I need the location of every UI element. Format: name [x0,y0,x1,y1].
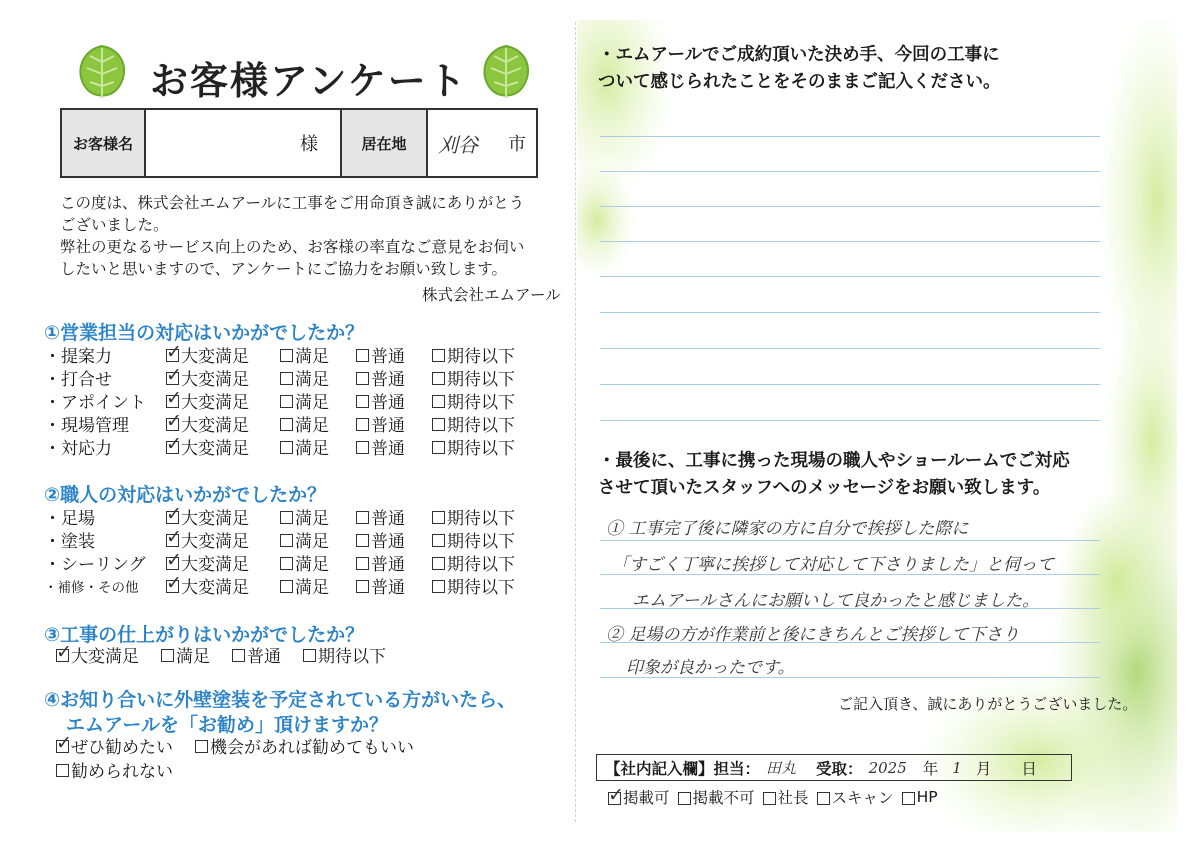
rating-row [44,528,515,551]
month-label: 月 [975,759,992,778]
option-label: 普通 [371,347,405,367]
rating-option[interactable] [166,411,280,436]
checkbox[interactable] [280,511,293,524]
rating-option[interactable] [280,573,356,598]
check-mark-icon: ✓ [608,783,624,806]
option-label: 満足 [176,647,210,667]
rating-row [44,435,515,458]
rating-row-label: ・補修・その他 [44,579,139,596]
option-label: 掲載不可 [692,789,755,807]
checkbox[interactable] [902,792,915,805]
checkbox[interactable] [280,395,293,408]
option-label: 普通 [371,532,405,552]
rating-option[interactable] [280,365,356,390]
day-label: 日 [1021,759,1037,778]
option-label: 掲載可 [623,789,670,807]
office-use-box [596,754,1072,781]
rating-option[interactable] [356,550,432,575]
rating-option[interactable] [432,388,515,413]
column-divider [575,22,576,822]
option-label: 大変満足 [181,532,249,552]
question-2-title: ②職人の対応はいかがでしたか？ [44,484,327,506]
option-label: 大変満足 [71,647,139,667]
writing-line [600,171,1100,172]
writing-line [600,348,1100,349]
address-field[interactable] [428,110,536,176]
checkbox[interactable] [166,410,182,432]
rating-row-label: ・打合せ [44,370,112,390]
rating-option[interactable] [166,573,280,598]
finish-rating-option[interactable] [232,642,281,667]
customer-info-table [60,108,538,178]
option-label: 普通 [371,578,405,598]
intro-line: したいと思いますので、アンケートにご協力をお願い致します。 [60,260,508,278]
checkbox[interactable] [195,740,208,753]
question-4-title: ④お知り合いに外壁塗装を予定されている方がいたら、 [44,689,517,711]
customer-name-field[interactable] [146,110,342,176]
checkbox[interactable] [232,649,245,662]
option-label: 普通 [247,647,281,667]
check-mark-icon: ✓ [166,549,182,571]
option-label: 期待以下 [447,370,515,390]
rating-option[interactable] [356,342,432,367]
option-label: 普通 [371,416,405,436]
writing-line [600,384,1100,385]
option-label: 満足 [295,439,329,459]
rating-row-label: ・対応力 [44,439,112,459]
option-label: 普通 [371,370,405,390]
rating-option[interactable] [356,527,432,552]
checkbox[interactable] [166,341,182,363]
checkbox[interactable] [56,764,69,777]
company-name: 株式会社エムアール [422,286,561,304]
address-label: 居在地 [342,110,428,176]
rating-option[interactable] [356,411,432,436]
recommend-option[interactable] [195,733,414,758]
checkbox[interactable] [432,580,445,593]
question-3-options [56,643,408,666]
checkbox[interactable] [817,792,830,805]
check-mark-icon: ✓ [166,387,182,409]
rating-row [44,574,515,597]
received-year[interactable]: 2025 [868,758,907,777]
rating-option[interactable] [356,434,432,459]
checkbox[interactable] [303,649,316,662]
checkbox[interactable] [280,372,293,385]
rating-row-label: ・現場管理 [44,416,129,436]
writing-line [600,241,1100,242]
finish-rating-option[interactable] [303,642,386,667]
rating-option[interactable] [432,527,515,552]
check-mark-icon: ✓ [166,526,182,548]
checkbox[interactable] [356,372,369,385]
checkbox[interactable] [432,511,445,524]
rating-option[interactable] [166,388,280,413]
checkbox[interactable] [356,557,369,570]
question-6-line: させて頂いたスタッフへのメッセージをお願い致します。 [598,478,1051,498]
rating-row-label: ・足場 [44,509,95,529]
question-5-title [598,42,1118,96]
finish-rating-option[interactable] [161,642,210,667]
option-label: 満足 [295,416,329,436]
page-title: お客様アンケート [150,59,468,103]
option-label: 普通 [371,555,405,575]
leaf-icon [72,42,132,100]
option-label: 大変満足 [181,509,249,529]
checkbox[interactable] [56,641,72,663]
check-mark-icon: ✓ [166,364,182,386]
writing-line [600,206,1100,207]
option-label: 大変満足 [181,393,249,413]
option-label: 満足 [295,393,329,413]
address-handwritten: 刈谷 [438,132,478,157]
rating-option[interactable] [280,434,356,459]
option-label: 普通 [371,509,405,529]
option-label: 機会があれば勧めてもいい [210,738,414,758]
staff-label: 担当： [713,759,761,778]
checkbox[interactable] [432,395,445,408]
rating-option[interactable] [356,388,432,413]
option-label: ぜひ勧めたい [71,738,173,758]
check-mark-icon: ✓ [166,341,182,363]
checkbox[interactable] [356,349,369,362]
option-label: 期待以下 [447,532,515,552]
option-label: 満足 [295,532,329,552]
rating-option[interactable] [432,365,515,390]
intro-line: 弊社の更なるサービス向上のため、お客様の率直なご意見をお伺い [60,238,525,256]
question-6-title [598,448,1118,502]
intro-line: この度は、株式会社エムアールに工事をご用命頂き誠にありがとう [60,194,525,212]
thanks-text: ご記入頂き、誠にありがとうございました。 [838,695,1138,713]
check-mark-icon: ✓ [166,503,182,525]
address-suffix: 市 [508,134,526,155]
rating-option[interactable] [166,550,280,575]
rating-option[interactable] [432,342,515,367]
writing-line [600,136,1100,137]
writing-line [600,420,1100,421]
rating-row [44,505,515,528]
year-label: 年 [922,759,939,778]
checkbox[interactable] [280,418,293,431]
option-label: 勧められない [71,762,173,782]
office-option[interactable] [763,786,809,808]
checkbox[interactable] [678,792,691,805]
option-label: 期待以下 [447,509,515,529]
staff-handwritten[interactable]: 田丸 [766,759,797,777]
rating-option[interactable] [432,550,515,575]
finish-rating-option[interactable] [56,642,139,667]
question-5-line: ついて感じられたことをそのままご記入ください。 [598,72,1001,92]
rating-option[interactable] [166,527,280,552]
intro-text [60,192,560,280]
checkbox[interactable] [166,364,182,386]
rating-row-label: ・提案力 [44,347,112,367]
checkbox[interactable] [432,418,445,431]
question-4-subtitle: エムアールを「お勧め」頂けますか？ [66,714,389,736]
received-label: 受取： [816,759,863,778]
writing-line [600,276,1100,277]
intro-line: ございました。 [60,216,169,234]
checkbox[interactable] [356,580,369,593]
rating-row-label: ・シーリング [44,555,146,575]
checkbox[interactable] [161,649,174,662]
option-label: 満足 [295,555,329,575]
rating-option[interactable] [432,411,515,436]
checkbox[interactable] [280,349,293,362]
option-label: 期待以下 [447,578,515,598]
rating-option[interactable] [432,434,515,459]
rating-option[interactable] [356,573,432,598]
rating-option[interactable] [280,504,356,529]
rating-option[interactable] [432,573,515,598]
checkbox[interactable] [280,441,293,454]
office-option[interactable] [678,786,755,808]
office-options [608,783,946,808]
checkbox[interactable] [166,433,182,455]
check-mark-icon: ✓ [166,410,182,432]
option-label: スキャン [831,789,894,807]
rating-option[interactable] [166,434,280,459]
option-label: 大変満足 [181,439,249,459]
option-label: 期待以下 [447,439,515,459]
checkbox[interactable] [356,441,369,454]
checkbox[interactable] [432,557,445,570]
checkbox[interactable] [356,418,369,431]
customer-name-label: お客様名 [62,110,146,176]
handwritten-message: 印象が良かったです。 [626,658,795,678]
option-label: 大変満足 [181,416,249,436]
recommend-option[interactable] [56,757,173,782]
rating-row [44,551,515,574]
option-label: 満足 [295,370,329,390]
option-label: 満足 [295,347,329,367]
rating-option[interactable] [432,504,515,529]
rating-option[interactable] [166,342,280,367]
writing-line [600,540,1100,541]
check-mark-icon: ✓ [56,732,72,754]
check-mark-icon: ✓ [56,641,72,663]
checkbox[interactable] [432,349,445,362]
rating-option[interactable] [356,365,432,390]
rating-row [44,412,515,435]
option-label: 大変満足 [181,347,249,367]
rating-row-label: ・塗装 [44,532,95,552]
checkbox[interactable] [432,534,445,547]
question-4-options [56,758,173,781]
checkbox[interactable] [280,534,293,547]
rating-row [44,343,515,366]
rating-row [44,389,515,412]
checkbox[interactable] [280,557,293,570]
checkbox[interactable] [432,372,445,385]
writing-line [600,312,1100,313]
question-4-options [56,734,414,757]
option-label: 普通 [371,439,405,459]
office-option[interactable] [608,783,670,808]
option-label: 満足 [295,509,329,529]
checkbox[interactable] [166,387,182,409]
checkbox[interactable] [356,395,369,408]
checkbox[interactable] [280,580,293,593]
question-1-title: ①営業担当の対応はいかがでしたか？ [44,322,365,344]
option-label: HP [916,788,938,806]
question-6-line: ・最後に、工事に携った現場の職人やショールームでご対応 [598,451,1070,471]
checkbox[interactable] [356,511,369,524]
handwritten-message: エムアールさんにお願いして良かったと感じました。 [632,591,1040,611]
office-use-label: 【社内記入欄】 [605,759,714,778]
question-5-line: ・エムアールでご成約頂いた決め手、今回の工事に [598,45,1000,65]
leaf-icon [476,42,536,100]
option-label: 期待以下 [318,647,386,667]
checkbox[interactable] [56,732,72,754]
rating-option[interactable] [166,504,280,529]
handwritten-message: ① 工事完了後に隣家の方に自分で挨拶した際に [606,519,969,539]
received-month[interactable]: 1 [952,758,962,777]
rating-option[interactable] [356,504,432,529]
check-mark-icon: ✓ [166,433,182,455]
checkbox[interactable] [763,792,776,805]
checkbox[interactable] [166,549,182,571]
recommend-option[interactable] [56,733,173,758]
question-3-title: ③工事の仕上がりはいかがでしたか？ [44,624,365,646]
rating-row [44,366,515,389]
checkbox[interactable] [166,526,182,548]
option-label: 満足 [295,578,329,598]
option-label: 期待以下 [447,416,515,436]
customer-name-suffix: 様 [300,134,318,155]
checkbox[interactable] [608,783,624,806]
checkbox[interactable] [356,534,369,547]
rating-row-label: ・アポイント [44,393,146,413]
office-option[interactable] [902,788,938,806]
option-label: 社長 [777,789,809,807]
handwritten-message: 「すごく丁寧に挨拶して対応して下さりました」と伺って [612,555,1054,575]
check-mark-icon: ✓ [166,572,182,594]
rating-option[interactable] [280,527,356,552]
rating-option[interactable] [280,550,356,575]
rating-option[interactable] [280,411,356,436]
option-label: 期待以下 [447,555,515,575]
option-label: 期待以下 [447,393,515,413]
checkbox[interactable] [166,572,182,594]
rating-option[interactable] [166,365,280,390]
rating-option[interactable] [280,342,356,367]
option-label: 大変満足 [181,555,249,575]
option-label: 大変満足 [181,370,249,390]
checkbox[interactable] [166,503,182,525]
option-label: 普通 [371,393,405,413]
office-option[interactable] [817,786,894,808]
option-label: 期待以下 [447,347,515,367]
handwritten-message: ② 足場の方が作業前と後にきちんとご挨拶して下さり [606,625,1020,645]
checkbox[interactable] [432,441,445,454]
option-label: 大変満足 [181,578,249,598]
rating-option[interactable] [280,388,356,413]
